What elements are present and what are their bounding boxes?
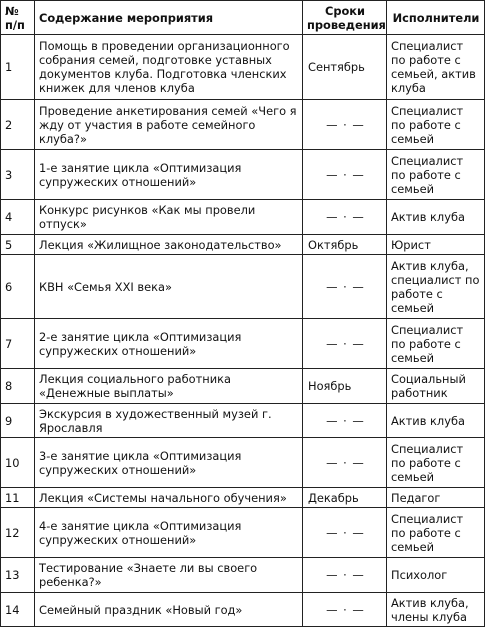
row-date: — · — <box>303 200 387 235</box>
header-num-line1: № <box>5 3 19 18</box>
row-num: 6 <box>1 255 35 319</box>
row-date: Октябрь <box>303 235 387 255</box>
row-event: Семейный праздник «Новый год» <box>35 593 303 627</box>
row-event: Помощь в проведении организационного собрания семей, подготовке уставных документов клуба. Подготовка членских книжек для членов клуба <box>35 35 303 100</box>
row-event: 1-е занятие цикла «Оптимизация супружеских отношений» <box>35 150 303 200</box>
header-num-line2: п/п <box>5 17 25 32</box>
row-executor: Актив клуба, специалист по работе с семьей <box>387 255 485 319</box>
row-date: — · — <box>303 404 387 438</box>
row-executor: Социальный работник <box>387 369 485 404</box>
row-num: 10 <box>1 438 35 488</box>
row-date: — · — <box>303 593 387 627</box>
row-date: Ноябрь <box>303 369 387 404</box>
row-event: Экскурсия в художественный музей г. Ярославля <box>35 404 303 438</box>
row-event: 3-е занятие цикла «Оптимизация супружеских отношений» <box>35 438 303 488</box>
row-event: КВН «Семья XXI века» <box>35 255 303 319</box>
row-executor: Актив клуба <box>387 404 485 438</box>
header-executor: Исполнители <box>387 1 485 35</box>
row-num: 4 <box>1 200 35 235</box>
table-row <box>1 438 485 488</box>
table-row <box>1 100 485 150</box>
row-date: Декабрь <box>303 488 387 508</box>
header-date <box>303 1 387 35</box>
row-executor: Специалист по работе с семьей <box>387 319 485 369</box>
row-date: — · — <box>303 100 387 150</box>
table-row <box>1 488 485 508</box>
row-executor: Специалист по работе с семьей <box>387 150 485 200</box>
row-date: — · — <box>303 438 387 488</box>
row-num: 11 <box>1 488 35 508</box>
table-row <box>1 255 485 319</box>
row-event: Лекция «Жилищное законодательство» <box>35 235 303 255</box>
row-executor: Педагог <box>387 488 485 508</box>
row-executor: Актив клуба, члены клуба <box>387 593 485 627</box>
row-executor: Юрист <box>387 235 485 255</box>
row-event: Тестирование «Знаете ли вы своего ребенка?» <box>35 558 303 593</box>
row-executor: Специалист по работе с семьей <box>387 100 485 150</box>
table-row <box>1 593 485 627</box>
row-date: — · — <box>303 319 387 369</box>
row-date: — · — <box>303 150 387 200</box>
row-event: Лекция социального работника «Денежные выплаты» <box>35 369 303 404</box>
row-executor: Актив клуба <box>387 200 485 235</box>
row-event: 2-е занятие цикла «Оптимизация супружеских отношений» <box>35 319 303 369</box>
row-event: Конкурс рисунков «Как мы провели отпуск» <box>35 200 303 235</box>
row-executor: Специалист по работе с семьей <box>387 438 485 488</box>
row-num: 13 <box>1 558 35 593</box>
row-num: 1 <box>1 35 35 100</box>
row-executor: Психолог <box>387 558 485 593</box>
row-executor: Специалист по работе с семьей <box>387 508 485 558</box>
row-num: 8 <box>1 369 35 404</box>
row-num: 3 <box>1 150 35 200</box>
header-date-line1: Сроки <box>324 3 366 18</box>
table-header-row <box>1 1 485 35</box>
row-event: Лекция «Системы начального обучения» <box>35 488 303 508</box>
row-event: Проведение анкетирования семей «Чего я жду от участия в работе семейного клуба?» <box>35 100 303 150</box>
header-event: Содержание мероприятия <box>35 1 303 35</box>
table-row <box>1 319 485 369</box>
row-num: 2 <box>1 100 35 150</box>
row-event: 4-е занятие цикла «Оптимизация супружеских отношений» <box>35 508 303 558</box>
header-date-line2: проведения <box>307 17 386 32</box>
table-row <box>1 558 485 593</box>
row-date: Сентябрь <box>303 35 387 100</box>
table-row <box>1 369 485 404</box>
row-num: 9 <box>1 404 35 438</box>
row-date: — · — <box>303 558 387 593</box>
row-num: 14 <box>1 593 35 627</box>
header-num <box>1 1 35 35</box>
row-executor: Специалист по работе с семьей, актив клуба <box>387 35 485 100</box>
row-num: 7 <box>1 319 35 369</box>
table-row <box>1 150 485 200</box>
row-date: — · — <box>303 255 387 319</box>
table-row <box>1 508 485 558</box>
table-row <box>1 35 485 100</box>
table-row <box>1 200 485 235</box>
table-row <box>1 404 485 438</box>
table-row <box>1 235 485 255</box>
row-num: 5 <box>1 235 35 255</box>
row-date: — · — <box>303 508 387 558</box>
row-num: 12 <box>1 508 35 558</box>
